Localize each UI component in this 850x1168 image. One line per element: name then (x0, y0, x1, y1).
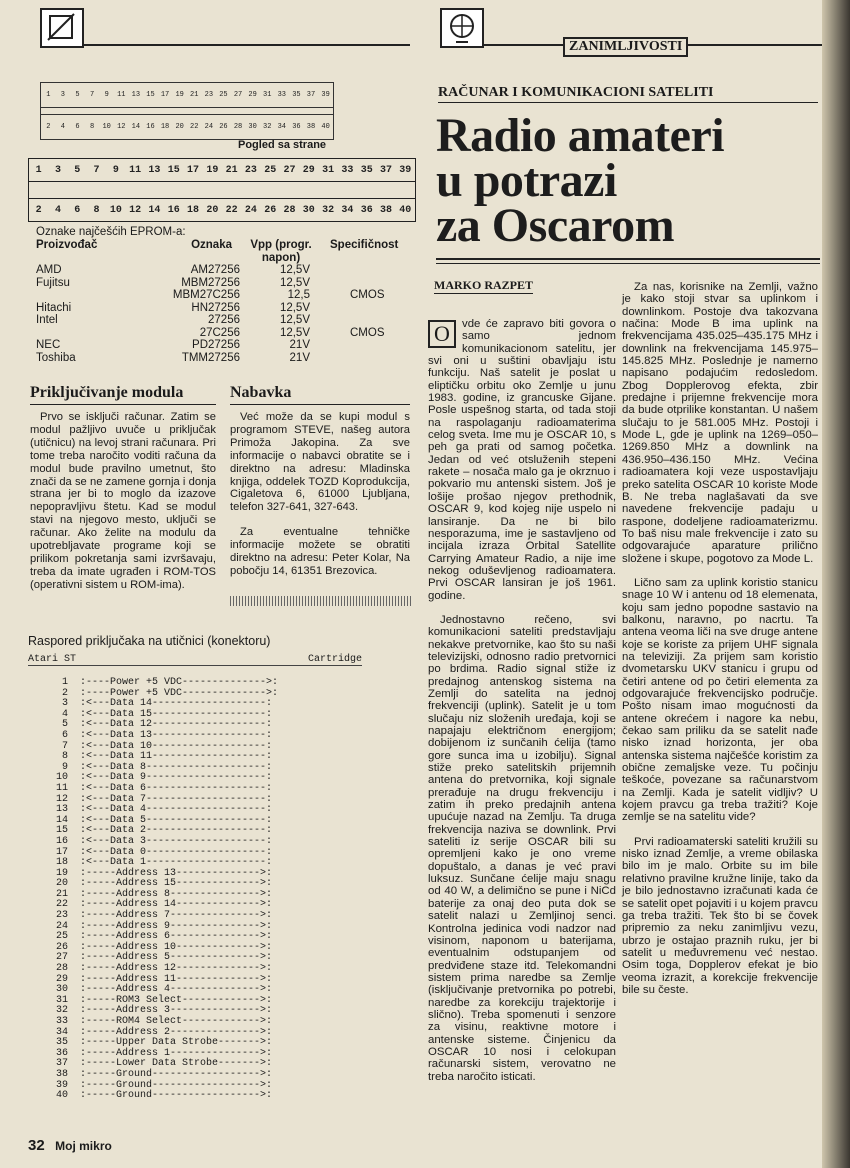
pin-line: 29 :-----Address 11-------------->: (56, 973, 273, 985)
pin-line: 36 :-----Address 1--------------->: (56, 1047, 273, 1059)
small-pin-26: 26 (219, 123, 228, 131)
raspored-header (28, 654, 362, 666)
pin-12: 12 (129, 204, 142, 216)
col2-para-1: Za nas, korisnike na Zemlji, važno je kako stoji stvar sa uplinkom i downlinkom. Postoje dva takozvana načina: Mode B ima uplink na frekvencijama 435.025–435.175 MHz i downlink na frekvencijama 145.975–145.825 MHz. Poslednje je namerno napisano podajućim redosledom. Zbog Dopplerovog efekta, zbir predajne i prijemne frekvencije mora da bude otprilike konstantan. U našem slučaju to je 581.005 MHz. Postoji i Mode L, gde je uplink na 1269–050–1269.850 MHz a downlink na 436.950–436.150 MHz. Većina radioamatera koji veze uspostavljaju preko satelita OSCAR 10 koriste Mode B. Ne treba naglašavati da sve navedene frekvencije padaju u raspone, dodeljene radioamaterizmu. To baš nisu male frekvencije i zato su odgovarajuće aparature prilično složene i skupe, pogotovo za Mode L. (622, 281, 818, 565)
small-pin-25: 25 (219, 91, 228, 99)
article-author: MARKO RAZPET (434, 278, 533, 292)
modul-title: Priključivanje modula (30, 384, 184, 401)
headline-rule (436, 258, 820, 264)
eprom-cell: 21V (289, 351, 310, 364)
eprom-row (36, 264, 416, 277)
page-footer (28, 1137, 112, 1155)
small-pin-row-bottom (41, 114, 333, 139)
pin-36: 36 (360, 204, 373, 216)
eprom-cell: AMD (36, 264, 62, 276)
eprom-cell (310, 277, 350, 290)
nabavka-title: Nabavka (230, 384, 292, 401)
eprom-cell: PD27256 (192, 339, 240, 351)
pin-line: 8 :<---Data 11-------------------: (56, 751, 273, 763)
eprom-header-code: Oznaka (191, 239, 232, 251)
eprom-row (36, 314, 416, 327)
pin-line: 12 :<---Data 7--------------------: (56, 793, 273, 805)
article-headline (436, 109, 725, 252)
eprom-cell: Hitachi (36, 301, 72, 314)
eprom-row (36, 277, 416, 290)
pin-line: 24 :-----Address 9--------------->: (56, 920, 273, 932)
small-pin-20: 20 (175, 123, 184, 131)
nabavka-section (230, 384, 410, 578)
pin-4: 4 (54, 204, 61, 216)
eprom-header-maker: Proizvođač (36, 239, 98, 251)
small-pin-15: 15 (146, 91, 155, 99)
col1-para-1: vde će zapravo biti govora o samo jednom komunikacionom satelitu, jer svi oni u suštini obavljaju istu funkciju. Naš satelit je poslat u eliptičku orbitu oko Zemlje u junu 1983. godine, iz grancuske Gijane. Posle uspešnog starta, od tada stoji na raspolaganju radioamaterima celog sveta. Ime mu je OSCAR 10, s peh ga prati od samog početka. Jedan od već otsluženih stepeni rakete – nosača malo ga je okrznuo i pokvario mu antenski sistem. Još je lošije prošao njegov prethodnik, OSCAR 9, kod kojeg nije uspelo ni lansiranje. Da ne bi bilo nesporazuma, ime je sastavljeno od incijala izraza Orbital Satellite Carrying Amateur Radio, a nije ime nekog oduševljenog radioamatera. Prvi OSCAR lansiran je još 1961. godine. (428, 318, 616, 602)
pin-row-top (28, 158, 416, 182)
eprom-cell (310, 352, 350, 365)
pin-16: 16 (167, 204, 180, 216)
eprom-side-label: Pogled sa strane (238, 139, 327, 151)
small-pin-8: 8 (89, 123, 95, 131)
small-pin-31: 31 (263, 91, 272, 99)
pin-13: 13 (148, 164, 161, 176)
small-pin-11: 11 (117, 91, 126, 99)
small-pin-34: 34 (277, 123, 286, 131)
eprom-rows (36, 264, 416, 364)
pin-line: 32 :-----Address 3--------------->: (56, 1005, 273, 1017)
pin-line: 25 :-----Address 6--------------->: (56, 931, 273, 943)
eprom-cell: 27C256 (199, 326, 240, 339)
pin-line: 33 :-----ROM4 Select------------->: (56, 1016, 273, 1027)
pin-19: 19 (206, 164, 219, 176)
raspored-right-label: Cartridge (307, 654, 362, 665)
small-pin-28: 28 (233, 123, 243, 131)
pin-line: 5 :<---Data 12-------------------: (56, 719, 273, 731)
tools-icon (42, 10, 82, 46)
small-pin-5: 5 (75, 91, 80, 99)
pin-line: 31 :-----ROM3 Select------------->: (56, 994, 273, 1006)
pin-line: 16 :<---Data 3--------------------: (56, 835, 273, 847)
pin-2: 2 (35, 204, 42, 216)
small-pin-4: 4 (60, 123, 65, 131)
eprom-cell (310, 264, 350, 277)
dropcap: O (428, 320, 456, 348)
pin-39: 39 (399, 164, 412, 176)
pin-14: 14 (148, 204, 161, 216)
eprom-row (36, 339, 416, 352)
pin-37: 37 (379, 164, 392, 176)
pin-34: 34 (341, 204, 354, 216)
pin-line: 17 :<---Data 0--------------------: (56, 846, 273, 858)
pin-25: 25 (264, 164, 277, 176)
pin-line: 23 :-----Address 7--------------->: (56, 910, 273, 922)
eprom-top-view (40, 82, 334, 140)
pin-21: 21 (225, 164, 238, 176)
eprom-cell: MBM27C256 (172, 289, 240, 301)
pin-17: 17 (187, 164, 200, 176)
pin-list (28, 678, 412, 1102)
eprom-header-row (36, 239, 416, 264)
pin-line: 15 :<---Data 2--------------------: (56, 825, 273, 837)
pin-line: 18 :<---Data 1--------------------: (56, 857, 273, 869)
pin-line: 21 :-----Address 8--------------->: (56, 888, 273, 900)
pin-line: 10 :<---Data 9--------------------: (56, 772, 273, 784)
eprom-cell (36, 327, 132, 340)
pin-27: 27 (283, 164, 296, 176)
small-pin-36: 36 (292, 123, 301, 131)
small-pin-row-top (41, 83, 333, 108)
eprom-cell (310, 339, 350, 352)
pin-11: 11 (129, 164, 142, 176)
small-pin-16: 16 (146, 123, 155, 131)
pin-line: 4 :<---Data 15-------------------: (56, 708, 273, 720)
pin-1: 1 (35, 164, 42, 176)
pin-15: 15 (167, 164, 180, 176)
kicker-rule (438, 102, 818, 103)
small-pin-39: 39 (321, 91, 330, 99)
eprom-side-view (28, 158, 416, 222)
left-header-rule (84, 44, 410, 46)
headline-line-3: za Oscarom (436, 199, 675, 252)
small-pin-1: 1 (46, 91, 51, 99)
eprom-row (36, 289, 416, 302)
pin-line: 7 :<---Data 10-------------------: (56, 740, 273, 752)
pin-9: 9 (112, 164, 119, 176)
pin-line: 14 :<---Data 5--------------------: (56, 814, 273, 826)
small-pin-35: 35 (292, 91, 301, 99)
page-edge-shadow (822, 0, 850, 1168)
pin-26: 26 (264, 204, 277, 216)
eprom-cell: 21V (289, 339, 310, 351)
col2-para-3: Prvi radioamaterski sateliti kružili su nisko iznad Zemlje, a vreme obilaska bilo im je malo. Orbite su im bile relativno pravilne kružne linije, tako da je bilo jednostavno izračunati kada će se satelit opet pojaviti i u kojem pravcu ga treba tražiti. Tek što bi se čovek pripremio za neku zanimljivu vezu, ubrzo je ostajao praznih ruku, jer bi satelit u međuvremenu već nestao. Osim toga, Dopplerov efekat je bio veoma izrazit, a korekcije frekvencije bile su česte. (622, 835, 818, 996)
eprom-row (36, 327, 416, 340)
pin-38: 38 (379, 204, 392, 216)
small-pin-27: 27 (233, 91, 243, 99)
eprom-cell: 12,5V (279, 314, 310, 326)
small-pin-38: 38 (306, 123, 316, 131)
pin-line: 11 :<---Data 6--------------------: (56, 782, 273, 794)
pin-line: 6 :<---Data 13-------------------: (56, 729, 273, 741)
small-pin-2: 2 (46, 123, 51, 131)
eprom-intro: Oznake najčešćih EPROM-a: (36, 226, 186, 238)
eprom-cell (310, 302, 350, 315)
small-pin-14: 14 (131, 123, 141, 131)
pin-line: 37 :-----Lower Data Strobe------->: (56, 1058, 273, 1070)
small-pin-40: 40 (321, 123, 330, 131)
eprom-table (36, 226, 416, 364)
col2-para-2: Lično sam za uplink koristio stanicu snage 10 W i antenu od 18 elemenata, koju sam jedno popodne sastavio na balkonu, naravno, po nacrtu. Ta antena veoma liči na sve druge antene koje se koriste za prijem UHF signala na televiziji. Za prijem sam koristio dvometarsku UKV stanicu i grupu od četiri antene od po četiri elementa za odgovarajuće frekvencijsko područje. Pošto nisam imao mogućnosti da antene okrećem i nagore ka nebu, čekao sam priliku da se satelit nađe nisko iznad horizonta, jer oba antenska sistema najčešće koristim za obične zemaljske veze. Tu počinju teškoće, povezane sa računarstvom na Zemlji. Kada je satelit vidljiv? U kojem pravcu ga treba tražiti? Koje zemlje se na satelitu vide? (622, 576, 818, 824)
pin-line: 40 :-----Ground------------------>: (56, 1090, 273, 1102)
magazine-name: Moj mikro (55, 1139, 112, 1153)
pin-31: 31 (322, 164, 335, 176)
article-column-2 (622, 281, 818, 996)
pin-line: 34 :-----Address 2--------------->: (56, 1026, 273, 1038)
pin-row-bottom (28, 198, 416, 222)
pin-3: 3 (54, 164, 61, 176)
eprom-row (36, 302, 416, 315)
small-pin-3: 3 (60, 91, 65, 99)
small-pin-6: 6 (75, 123, 80, 131)
pin-10: 10 (109, 204, 122, 216)
pin-line: 28 :-----Address 12-------------->: (56, 963, 273, 975)
pin-20: 20 (206, 204, 219, 216)
eprom-header-spec: Specifičnost (330, 239, 399, 251)
pin-6: 6 (74, 204, 81, 216)
eprom-cell (36, 289, 132, 302)
pin-line: 2 :----Power +5 VDC-------------->: (56, 687, 279, 699)
modul-section (30, 384, 216, 592)
decorative-hatch (230, 596, 412, 606)
nabavka-text-1: Već može da se kupi modul s programom STEVE, našeg autora Primoža Jakopina. Za sve informacije o nabavci obratite se i direktno na adresu: Mladinska knjiga, oddelek TOZD Koprodukcija, Cigaletova 6, 61000 Ljubljana, telefon 327-641, 327-643. (230, 411, 410, 514)
eprom-cell: 12,5V (279, 326, 310, 339)
small-pin-12: 12 (117, 123, 126, 131)
eprom-row (36, 352, 416, 365)
small-pin-10: 10 (102, 123, 111, 131)
eprom-cell: 27256 (208, 314, 240, 326)
small-pin-17: 17 (160, 91, 170, 99)
raspored-left-label: Atari ST (28, 654, 77, 665)
small-pin-29: 29 (248, 91, 257, 99)
pin-24: 24 (244, 204, 257, 216)
raspored-section (28, 634, 412, 1102)
headline-line-1: Radio amateri (436, 109, 725, 162)
small-pin-7: 7 (89, 91, 95, 99)
eprom-cell: HN27256 (191, 301, 240, 314)
pin-35: 35 (360, 164, 373, 176)
eprom-cell: Fujitsu (36, 276, 70, 289)
eprom-cell: AM27256 (190, 264, 240, 276)
eprom-cell: 12,5V (279, 276, 310, 289)
eprom-cell: Intel (36, 314, 58, 326)
small-pin-37: 37 (306, 91, 316, 99)
small-pin-24: 24 (204, 123, 214, 131)
eprom-cell: TMM27256 (181, 351, 240, 364)
pin-line: 13 :<---Data 4--------------------: (56, 804, 273, 816)
small-pin-9: 9 (104, 91, 109, 99)
pin-5: 5 (74, 164, 81, 176)
page-number: 32 (28, 1137, 45, 1154)
pin-line: 35 :-----Upper Data Strobe------->: (56, 1037, 273, 1049)
eprom-cell: CMOS (350, 326, 385, 339)
pin-line: 3 :<---Data 14-------------------: (56, 698, 273, 710)
small-pin-21: 21 (190, 91, 199, 99)
nabavka-text-2: Za eventualne tehničke informacije možete se obratiti direktno na adresu: Peter Kolar, Na pobočju 14, 61351 Brezovica. (230, 526, 410, 577)
col1-para-2: Jednostavno rečeno, svi komunikacioni sateliti predstavljaju nekakve pretvornike, kao što su naši televizijski, odnosno radio pretvornici po brdima. Radio signal stiže iz predajnog antenskog sistema na Zemlji do satelita na jednoj frekvenciji (uplink). Satelit je u tom slučaju niz složenih uređaja, koji se napajaju električnom energijom; dobijenom iz sunčanih ćelija (tamo gore sunca ima u izobilju). Signal stiže preko satelitskih prijemnih antena do pretvornika, koji signale prerađuje na drugu frekvenciju i zatim ih preko predajnih antena upućuje nazad na Zemlju. Ta druga frekvencija naziva se downlink. Prvi sateliti iz serije OSCAR bili su opremljeni kako je ono vreme dopuštalo, a danas je već pravi luksuz. Sunčane ćelije maju snagu od 40 W, a delimično se pune i NiCd baterije za onaj deo puta dok se satelit nalazi u Zemljinoj senci. Kontrolna jedinica vodi nadzor nad visinom, naponom u baterijama, eventualnim odstupanjem od predviđene staze itd. Telekomandni sistem prima naredbe sa Zemlje (isključivanje pretvornika po potrebi, naredbe za korekciju trajektorije i slično). Treba spomenuti i senzore za visinu, reaktivne motore i antenske sisteme. Činjenicu da OSCAR 10 nosi i celokupan računarski sistem, verovatno ne treba naročito isticati. (428, 613, 616, 1083)
eprom-cell: NEC (36, 339, 61, 351)
pin-line: 27 :-----Address 5--------------->: (56, 952, 273, 964)
small-pin-30: 30 (248, 123, 257, 131)
small-pin-32: 32 (263, 123, 272, 131)
eprom-cell: Toshiba (36, 351, 76, 364)
pin-line: 19 :-----Address 13-------------->: (56, 867, 273, 879)
eprom-header-vpp: Vpp (progr. napon) (250, 239, 312, 264)
pin-22: 22 (225, 204, 238, 216)
raspored-title: Raspored priključaka na utičnici (konektoru) (28, 634, 271, 648)
small-pin-18: 18 (160, 123, 170, 131)
pin-8: 8 (93, 204, 100, 216)
modul-text: Prvo se isključi računar. Zatim se modul pažljivo uvuče u priključak (utičnicu) na levoj strani računara. Pri tome treba naročito voditi računa da modul bude pravilno umetnut, što znači da se ne zamene gornja i donja strana jer bi to moglo da izazove nepopravljivu štetu. Kad se modul stavi na njegovo mesto, uključi se računar. Ako želite na modulu da upotrebljavate programe koji se prilikom pokretanja sami izvršavaju, treba da imate ugrađen i ROM-TOS (operativni sistem u ROM-ima). (30, 411, 216, 591)
eprom-cell: MBM27256 (181, 276, 240, 289)
pin-line: 1 :----Power +5 VDC-------------->: (56, 677, 279, 688)
pin-40: 40 (399, 204, 412, 216)
globe-icon (442, 10, 482, 46)
eprom-cell: 12,5 (287, 289, 310, 301)
pin-29: 29 (302, 164, 315, 176)
section-icon-right (440, 8, 484, 48)
small-pin-22: 22 (190, 123, 199, 131)
pin-line: 38 :-----Ground------------------>: (56, 1068, 273, 1080)
pin-30: 30 (302, 204, 315, 216)
eprom-cell: 12,5V (279, 264, 310, 276)
pin-line: 22 :-----Address 14-------------->: (56, 899, 273, 911)
pin-line: 26 :-----Address 10-------------->: (56, 941, 273, 953)
pin-line: 20 :-----Address 15-------------->: (56, 878, 273, 890)
pin-28: 28 (283, 204, 296, 216)
small-pin-19: 19 (175, 91, 184, 99)
pin-18: 18 (187, 204, 200, 216)
small-pin-33: 33 (277, 91, 286, 99)
pin-7: 7 (93, 164, 100, 176)
pin-line: 9 :<---Data 8--------------------: (56, 761, 273, 773)
section-label: ZANIMLJIVOSTI (563, 37, 688, 57)
small-pin-23: 23 (204, 91, 214, 99)
pin-23: 23 (244, 164, 257, 176)
headline-line-2: u potrazi (436, 154, 617, 207)
article-column-1 (428, 318, 616, 1083)
pin-line: 30 :-----Address 4--------------->: (56, 984, 273, 996)
pin-33: 33 (341, 164, 354, 176)
small-pin-13: 13 (131, 91, 141, 99)
eprom-cell: CMOS (350, 289, 385, 301)
section-icon-left (40, 8, 84, 48)
eprom-cell (310, 314, 350, 327)
pin-32: 32 (322, 204, 335, 216)
article-kicker: RAČUNAR I KOMUNIKACIONI SATELITI (438, 85, 714, 100)
eprom-cell: 12,5V (279, 301, 310, 314)
pin-line: 39 :-----Ground------------------>: (56, 1079, 273, 1091)
